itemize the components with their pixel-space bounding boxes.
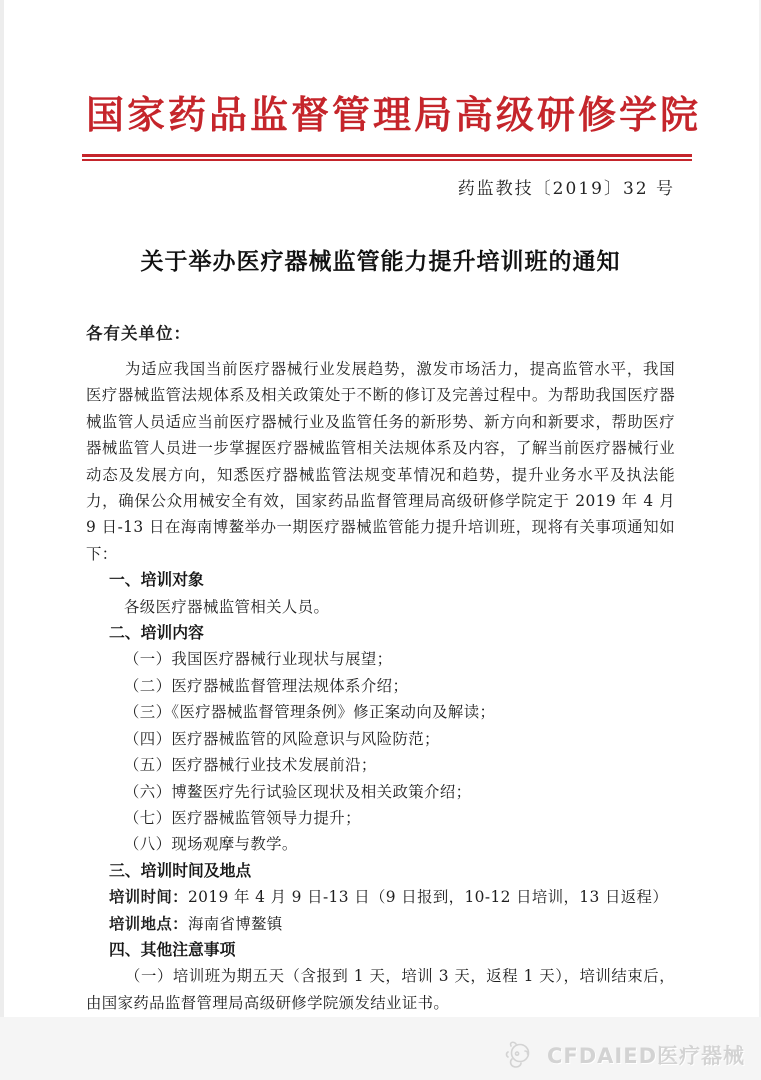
intro-paragraph: 为适应我国当前医疗器械行业发展趋势，激发市场活力，提高监管水平，我国医疗器械监管法规体系及相关政策处于不断的修订及完善过程中。为帮助我国医疗器械监管人员适应当前医疗器械行业及监管任务的新形势、新方向和新要求，帮助医疗器械监管人员进一步掌握医疗器械监管相关法规体系及内容，了解当前医疗器械行业动态及发展方向，知悉医疗器械监管法规变革情况和趋势，提升业务水平及执法能力，确保公众用械安全有效，国家药品监督管理局高级研修学院定于 2019 年 4 月 9 日-13 日在海南博鳌举办一期医疗器械监管能力提升培训班，现将有关事项通知如下： [86, 360, 675, 563]
header-rule-thin-line [82, 159, 692, 161]
mascot-logo-icon [505, 1039, 541, 1071]
training-time-value: 2019 年 4 月 9 日-13 日（9 日报到，10-12 日培训，13 日返程） [187, 888, 669, 907]
training-content-item-1: （一）我国医疗器械行业现状与展望； [124, 650, 393, 669]
training-content-item-2: （二）医疗器械监督管理法规体系介绍； [124, 676, 409, 695]
training-time-line [86, 884, 675, 910]
watermark [505, 1039, 745, 1071]
training-content-item-8: （八）现场观摩与教学。 [124, 835, 298, 854]
training-content-item-3: （三）《医疗器械监督管理条例》修正案动向及解读； [124, 703, 496, 722]
watermark-text: CFDAIED医疗器械 [546, 1044, 745, 1068]
document-number: 药监教技〔2019〕32 号 [457, 179, 675, 199]
section-1-body: 各级医疗器械监管相关人员。 [124, 597, 330, 616]
notice-title: 关于举办医疗器械监管能力提升培训班的通知 [140, 249, 621, 275]
training-content-item-6: （六）博鳌医疗先行试验区现状及相关政策介绍； [124, 782, 472, 801]
training-content-item-4: （四）医疗器械监管的风险意识与风险防范； [124, 729, 440, 748]
section-4-body: （一）培训班为期五天（含报到 1 天，培训 3 天，返程 1 天），培训结束后，由国家药品监督管理局高级研修学院颁发结业证书。 [86, 967, 675, 1012]
training-place-label: 培训地点： [109, 914, 188, 933]
org-title: 国家药品监督管理局高级研修学院 [86, 92, 702, 137]
salutation: 各有关单位： [86, 324, 191, 343]
training-content-item-5: （五）医疗器械行业技术发展前沿； [124, 756, 377, 775]
section-2-heading: 二、培训内容 [109, 623, 204, 643]
training-place-line [86, 911, 675, 937]
section-4-heading: 四、其他注意事项 [109, 939, 236, 959]
training-time-label: 培训时间： [109, 888, 188, 907]
header-double-rule [82, 154, 692, 161]
training-content-item-7: （七）医疗器械监管领导力提升； [124, 808, 361, 827]
section-3-heading: 三、培训时间及地点 [109, 860, 252, 880]
section-1-heading: 一、培训对象 [109, 570, 204, 590]
training-place-value: 海南省博鳌镇 [187, 914, 283, 933]
footer-band [0, 1017, 761, 1080]
